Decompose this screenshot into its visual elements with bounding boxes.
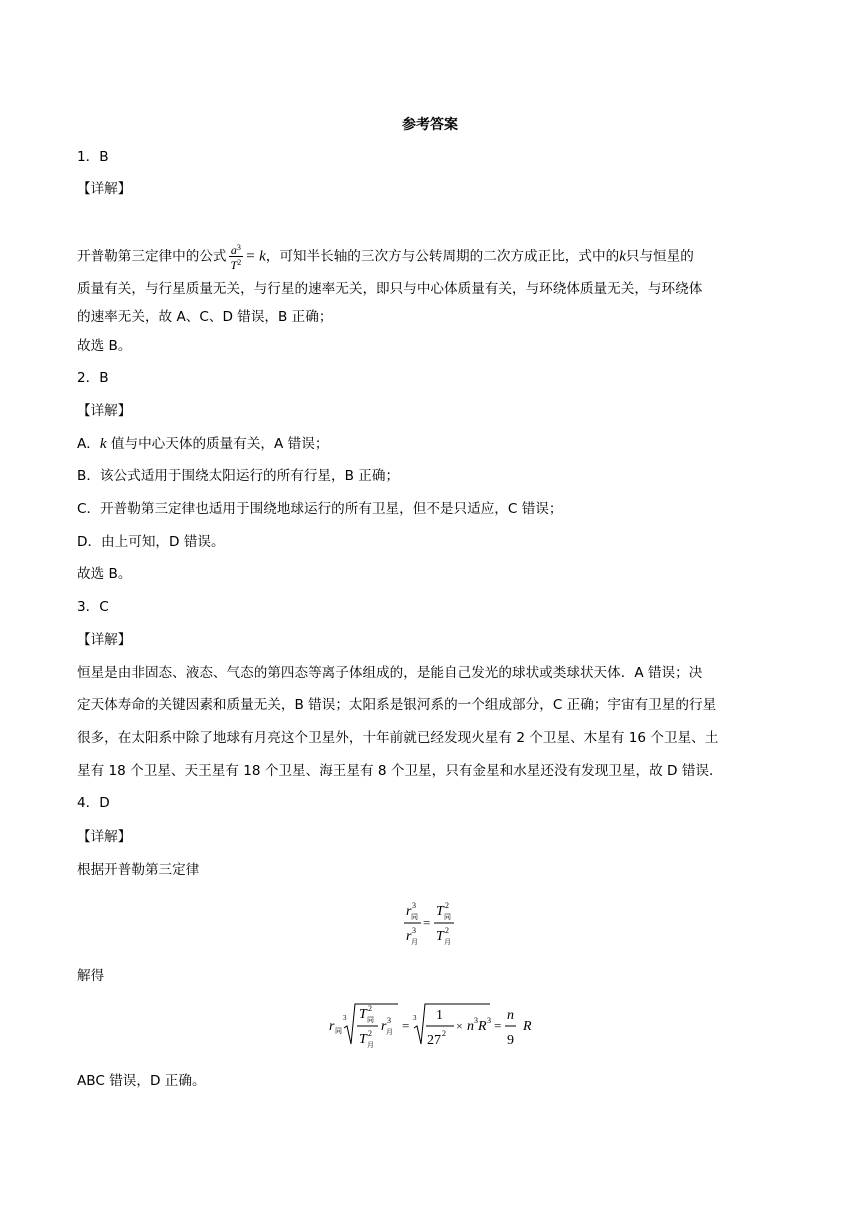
svg-text:2: 2 — [442, 1029, 446, 1038]
q3-line1: 恒星是由非固态、液态、气态的第四态等离子体组成的，是能自己发光的球状或类球状天体．A 错误；决 — [77, 665, 703, 681]
svg-text:r: r — [329, 1019, 335, 1034]
svg-text:3: 3 — [412, 901, 416, 910]
q1-answer: 1．B — [77, 149, 109, 165]
q1-conclusion: 故选 B。 — [77, 338, 132, 354]
q1-line3: 的速率无关，故 A、C、D 错误，B 正确； — [77, 309, 333, 325]
q2-option-d: D．由上可知，D 错误。 — [77, 534, 225, 550]
svg-text:n: n — [467, 1019, 474, 1034]
q1-detail-header: 【详解】 — [77, 181, 132, 197]
q1-eq-k: = k — [245, 248, 266, 265]
svg-text:3: 3 — [487, 1016, 491, 1025]
svg-text:=: = — [494, 1018, 502, 1033]
q3-line4: 星有 18 个卫星、天王星有 18 个卫星、海王星有 8 个卫星，只有金星和水星还没有发现卫星，故 D 错误． — [77, 763, 723, 779]
svg-text:月: 月 — [411, 938, 418, 946]
q1-line1-b: ，可知半长轴的三次方与公转周期的二次方成正比，式中的 — [265, 248, 620, 265]
q4-detail-header: 【详解】 — [77, 829, 132, 845]
page-title: 参考答案 — [402, 117, 458, 133]
svg-text:R: R — [478, 1019, 487, 1034]
svg-text:r: r — [406, 929, 412, 944]
svg-text:2: 2 — [368, 1029, 372, 1038]
q3-answer: 3．C — [77, 599, 109, 615]
svg-text:3: 3 — [412, 926, 416, 935]
svg-text:2: 2 — [445, 901, 449, 910]
svg-text:同: 同 — [335, 1027, 342, 1035]
svg-text:r: r — [406, 904, 412, 919]
q1-line1 — [77, 242, 694, 271]
q1-line1-a: 开普勒第三定律中的公式 — [77, 248, 227, 265]
svg-text:月: 月 — [367, 1041, 374, 1049]
kepler-fraction: $\frac{a^3}{T^2}$ — [230, 243, 242, 272]
svg-text:1: 1 — [436, 1008, 443, 1023]
svg-text:T: T — [436, 929, 444, 944]
svg-text:同: 同 — [367, 1016, 374, 1024]
q3-line3: 很多，在太阳系中除了地球有月亮这个卫星外，十年前就已经发现火星有 2 个卫星、木星有 16 个卫星、土 — [77, 730, 719, 746]
svg-text:3: 3 — [413, 1014, 417, 1022]
q3-line2: 定天体寿命的关键因素和质量无关，B 错误；太阳系是银河系的一个组成部分，C 正确；宇宙有卫星的行星 — [77, 697, 717, 713]
q1-k: k — [619, 248, 626, 265]
q4-conclusion: ABC 错误，D 正确。 — [77, 1073, 206, 1089]
svg-text:3: 3 — [387, 1016, 391, 1025]
kepler-ratio-equation — [398, 896, 462, 952]
q4-solve: 解得 — [77, 968, 105, 984]
q2-option-c: C．开普勒第三定律也适用于围绕地球运行的所有卫星，但不是只适应，C 错误； — [77, 501, 563, 517]
q4-answer: 4．D — [77, 795, 110, 811]
svg-text:9: 9 — [507, 1033, 514, 1048]
q2-conclusion: 故选 B。 — [77, 566, 132, 582]
svg-text:×: × — [456, 1019, 463, 1033]
svg-text:同: 同 — [444, 913, 451, 921]
svg-text:月: 月 — [444, 938, 451, 946]
q1-line2: 质量有关，与行星质量无关，与行星的速率无关，即只与中心体质量有关，与环绕体质量无关，与环绕体 — [77, 281, 703, 297]
radius-solution-equation — [326, 998, 538, 1056]
q2-option-b: B．该公式适用于围绕太阳运行的所有行星，B 正确； — [77, 468, 400, 484]
svg-text:=: = — [402, 1018, 410, 1033]
svg-text:2: 2 — [445, 926, 449, 935]
svg-text:27: 27 — [427, 1033, 441, 1048]
svg-text:2: 2 — [368, 1004, 372, 1013]
q3-detail-header: 【详解】 — [77, 632, 132, 648]
q2-answer: 2．B — [77, 370, 109, 386]
q1-line1-c: 只与恒星的 — [625, 248, 694, 265]
svg-text:r: r — [381, 1019, 387, 1034]
svg-text:R: R — [523, 1019, 532, 1034]
q2-option-a: A．k 值与中心天体的质量有关，A 错误； — [77, 436, 329, 452]
svg-text:n: n — [507, 1008, 514, 1023]
q2-detail-header: 【详解】 — [77, 403, 132, 419]
q4-intro: 根据开普勒第三定律 — [77, 862, 200, 878]
svg-text:月: 月 — [386, 1028, 393, 1036]
svg-text:T: T — [359, 1007, 367, 1022]
svg-text:T: T — [359, 1032, 367, 1047]
svg-text:T: T — [436, 904, 444, 919]
svg-text:3: 3 — [474, 1016, 478, 1025]
svg-text:3: 3 — [343, 1014, 347, 1022]
svg-text:=: = — [423, 915, 431, 930]
svg-text:同: 同 — [411, 913, 418, 921]
